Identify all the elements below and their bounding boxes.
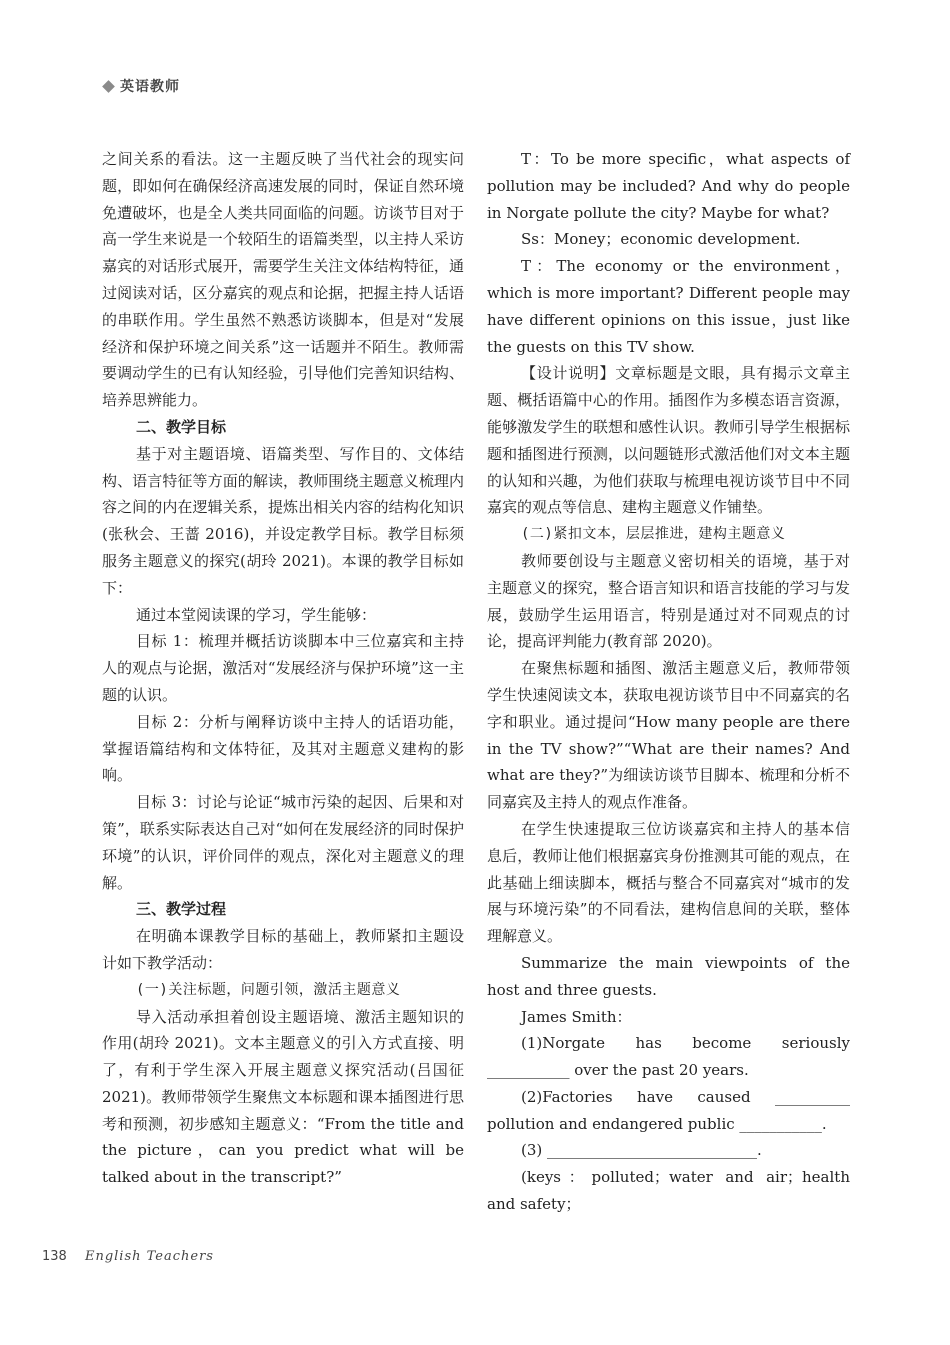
paragraph: 教师要创设与主题意义密切相关的语境，基于对主题意义的探究，整合语言知识和语言技能的学习与发展，鼓励学生运用语言，特别是通过对不同观点的讨论，提高评判能力(教育部 2020)。	[487, 551, 850, 651]
paragraph: 导入活动承担着创设主题语境、激活主题知识的作用(胡玲 2021)。文本主题意义的引入方式直接、明了，有利于学生深入开展主题意义探究活动(吕国征 2021)。教师带领学生聚焦文本标题和课本插图进行思考和预测，初步感知主题意义：“From the title and the picture，can you predict what will be talked about in the transcript?”	[102, 1007, 464, 1187]
answer-keys: (keys：polluted；water and air；health and safety；	[487, 1168, 850, 1214]
diamond-icon	[102, 80, 115, 93]
dialogue-line: T：To be more specific，what aspects of pollution may be included? And why do people in Norgate pollute the city? Maybe for what?	[487, 150, 850, 222]
design-note: 【设计说明】文章标题是文眼，具有揭示文章主题、概括语篇中心的作用。插图作为多模态语言资源，能够激发学生的联想和感性认识。教师引导学生根据标题和插图进行预测，以问题链形式激活他们对文本主题的认知和兴趣，为他们获取与梳理电视访谈节目中不同嘉宾的观点等信息、建构主题意义作铺垫。	[487, 364, 850, 517]
page-number: 138	[42, 1249, 67, 1264]
blank-item: (2)Factories have caused __________ pollution and endangered public ___________.	[487, 1087, 850, 1133]
left-column	[102, 146, 464, 1191]
section-heading: 二、教学目标	[136, 417, 227, 436]
subsection-heading: (二)紧扣文本，层层推进，建构主题意义	[521, 526, 786, 543]
page-footer	[42, 1249, 214, 1264]
dialogue-line: T：The economy or the environment，which is more important? Different people may have different opinions on this issue，just like the guests on this TV show.	[487, 257, 850, 356]
journal-english-title: English Teachers	[84, 1249, 214, 1264]
goal-item: 目标 3：讨论与论证“城市污染的起因、后果和对策”，联系实际表达自己对“如何在发展经济的同时保护环境”的认识，评价同伴的观点，深化对主题意义的理解。	[102, 793, 464, 892]
goal-item: 目标 2：分析与阐释访谈中主持人的话语功能，掌握语篇结构和文体特征，及其对主题意义建构的影响。	[102, 712, 464, 785]
speaker-name: James Smith：	[521, 1007, 632, 1026]
subsection-heading: (一)关注标题，问题引领，激活主题意义	[136, 981, 401, 998]
paragraph: 在学生快速提取三位访谈嘉宾和主持人的基本信息后，教师让他们根据嘉宾身份推测其可能的观点，在此基础上细读脚本，概括与整合不同嘉宾对“城市的发展与环境污染”的不同看法，建构信息间的关联，整体理解意义。	[487, 819, 850, 946]
blank-item: (1)Norgate has become seriously ___________ over the past 20 years.	[487, 1034, 850, 1080]
paragraph: 通过本堂阅读课的学习，学生能够：	[136, 605, 377, 624]
dialogue-line: Ss：Money；economic development.	[521, 230, 801, 249]
goal-item: 目标 1：梳理并概括访谈脚本中三位嘉宾和主持人的观点与论据，激活对“发展经济与保护环境”这一主题的认识。	[102, 632, 464, 704]
right-column	[487, 146, 850, 1218]
section-heading: 三、教学过程	[136, 900, 227, 919]
paragraph: 在聚焦标题和插图、激活主题意义后，教师带领学生快速阅读文本，获取电视访谈节目中不同嘉宾的名字和职业。通过提问“How many people are there in the TV show?”“What are their names? And what are they?”为细读访谈节目脚本、梳理和分析不同嘉宾及主持人的观点作准备。	[487, 659, 850, 812]
paragraph: 基于对主题语境、语篇类型、写作目的、文体结构、语言特征等方面的解读，教师围绕主题意义梳理内容之间的内在逻辑关系，提炼出相关内容的结构化知识(张秋会、王蔷 2016)，并设定教学目标。教学目标须服务主题意义的探究(胡玲 2021)。本课的教学目标如下：	[102, 444, 464, 597]
paragraph: 在明确本课教学目标的基础上，教师紧扣主题设计如下教学活动：	[102, 927, 464, 972]
running-header	[104, 76, 180, 96]
paragraph: 之间关系的看法。这一主题反映了当代社会的现实问题，即如何在确保经济高速发展的同时，保证自然环境免遭破坏，也是全人类共同面临的问题。访谈节目对于高一学生来说是一个较陌生的语篇类型，以主持人采访嘉宾的对话形式展开，需要学生关注文体结构特征，通过阅读对话，区分嘉宾的观点和论据，把握主持人话语的串联作用。学生虽然不熟悉访谈脚本，但是对“发展经济和保护环境之间关系”这一话题并不陌生。教师需要调动学生的已有认知经验，引导他们完善知识结构、培养思辨能力。	[102, 150, 464, 410]
journal-title: 英语教师	[120, 79, 180, 95]
blank-item: (3) ____________________________.	[521, 1141, 762, 1160]
task-instruction: Summarize the main viewpoints of the host and three guests.	[487, 953, 850, 999]
